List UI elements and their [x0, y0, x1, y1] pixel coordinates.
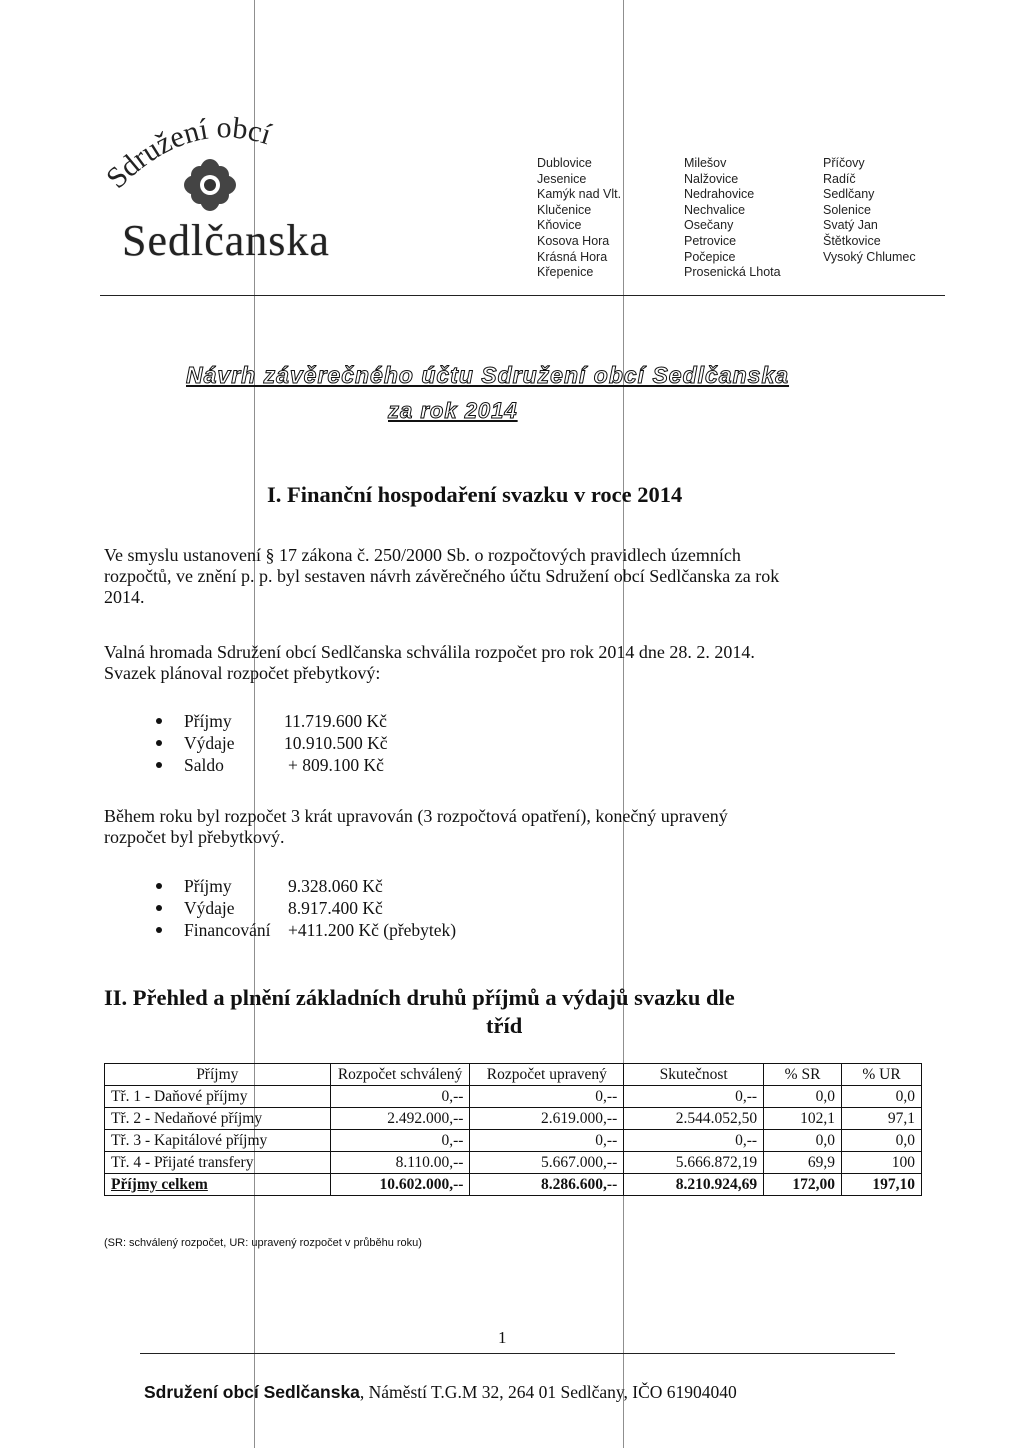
list-item — [156, 754, 486, 776]
table-total-row — [105, 1174, 922, 1196]
row-label: Příjmy celkem — [105, 1174, 331, 1196]
bullet-icon — [156, 905, 162, 911]
list-item — [156, 732, 486, 754]
member-municipality: Křepenice — [537, 265, 594, 280]
table-row — [105, 1152, 922, 1174]
table-cell: 97,1 — [842, 1108, 922, 1130]
table-cell: 0,-- — [330, 1086, 470, 1108]
table-row — [105, 1108, 922, 1130]
table-footnote: (SR: schválený rozpočet, UR: upravený rozpočet v průběhu roku) — [104, 1237, 422, 1249]
member-municipality: Petrovice — [684, 233, 737, 248]
adjusted-budget-list — [156, 875, 556, 941]
member-municipality: Osečany — [684, 218, 734, 233]
bullet-icon — [156, 927, 162, 933]
member-municipality: Sedlčany — [823, 187, 875, 202]
members-column-2 — [684, 156, 781, 281]
budget-value: 9.328.060 Kč — [288, 876, 383, 896]
column-header: % UR — [842, 1064, 922, 1086]
paragraph-line: Ve smyslu ustanovení § 17 zákona č. 250/2000 Sb. o rozpočtových pravidlech územních — [104, 545, 741, 565]
document-title-year: za rok 2014 — [388, 398, 518, 423]
table-cell: 172,00 — [764, 1174, 842, 1196]
table-cell: 0,-- — [624, 1130, 764, 1152]
member-municipality: Solenice — [823, 202, 871, 217]
income-table — [104, 1063, 922, 1196]
member-municipality: Jesenice — [537, 171, 587, 186]
column-header: % SR — [764, 1064, 842, 1086]
paragraph-line: rozpočet byl přebytkový. — [104, 827, 285, 847]
page-number: 1 — [498, 1328, 507, 1347]
table-cell: 100 — [842, 1152, 922, 1174]
budget-value: + 809.100 Kč — [288, 755, 384, 775]
table-cell: 0,0 — [764, 1086, 842, 1108]
member-municipality: Klučenice — [537, 202, 592, 217]
approval-paragraph — [104, 642, 924, 684]
list-item — [156, 897, 556, 919]
bullet-icon — [156, 762, 162, 768]
member-municipality: Vysoký Chlumec — [823, 249, 916, 264]
table-cell: 197,10 — [842, 1174, 922, 1196]
table-cell: 8.286.600,-- — [470, 1174, 624, 1196]
table-cell: 0,-- — [470, 1130, 624, 1152]
paragraph-line: rozpočtů, ve znění p. p. byl sestaven návrh závěrečného účtu Sdružení obcí Sedlčanska za rok — [104, 566, 780, 586]
table-cell: 0,-- — [624, 1086, 764, 1108]
budget-label: Příjmy — [184, 711, 232, 731]
table-cell: 69,9 — [764, 1152, 842, 1174]
logo-emblem — [100, 95, 340, 225]
footer-divider — [140, 1353, 895, 1354]
budget-label: Výdaje — [184, 898, 235, 918]
document-title: Návrh závěrečného účtu Sdružení obcí Sedlčanska — [186, 362, 790, 388]
member-municipality: Kamýk nad Vlt. — [537, 187, 622, 202]
column-header: Rozpočet schválený — [330, 1064, 470, 1086]
member-municipality: Příčovy — [823, 156, 865, 170]
footer-organization: Sdružení obcí Sedlčanska — [144, 1382, 360, 1402]
planned-budget-list — [156, 710, 486, 776]
column-header: Skutečnost — [624, 1064, 764, 1086]
section-2-heading-cont: tříd — [486, 1013, 523, 1038]
table-cell: 8.210.924,69 — [624, 1174, 764, 1196]
list-item — [156, 710, 486, 732]
row-label: Tř. 1 - Daňové příjmy — [105, 1086, 331, 1108]
budget-label: Výdaje — [184, 733, 235, 753]
member-municipality: Radíč — [823, 171, 856, 186]
budget-value: 8.917.400 Kč — [288, 898, 383, 918]
member-municipality: Kňovice — [537, 218, 582, 233]
member-municipality: Štětkovice — [823, 233, 881, 248]
section-2-heading: II. Přehled a plnění základních druhů příjmů a výdajů svazku dle — [104, 985, 735, 1010]
budget-value: +411.200 Kč (přebytek) — [288, 920, 457, 940]
paragraph-line: Svazek plánoval rozpočet přebytkový: — [104, 663, 381, 683]
member-municipality: Počepice — [684, 249, 736, 264]
logo-bottom-text: Sedlčanska — [122, 216, 330, 265]
budget-change-paragraph — [104, 806, 924, 848]
budget-label: Příjmy — [184, 876, 232, 896]
column-header: Příjmy — [105, 1064, 331, 1086]
members-column-3 — [823, 156, 916, 265]
budget-value: 10.910.500 Kč — [284, 733, 388, 753]
table-cell: 5.666.872,19 — [624, 1152, 764, 1174]
budget-label: Financování — [184, 920, 271, 940]
table-cell: 2.492.000,-- — [330, 1108, 470, 1130]
member-municipality: Nechvalice — [684, 202, 746, 217]
table-cell: 0,-- — [330, 1130, 470, 1152]
bullet-icon — [156, 883, 162, 889]
member-municipality: Milešov — [684, 156, 727, 170]
paragraph-line: 2014. — [104, 587, 145, 607]
bullet-icon — [156, 740, 162, 746]
rose-icon — [184, 159, 236, 211]
header-divider — [100, 295, 945, 296]
column-header: Rozpočet upravený — [470, 1064, 624, 1086]
list-item — [156, 919, 556, 941]
table-cell: 0,0 — [842, 1086, 922, 1108]
members-column-1 — [537, 156, 621, 281]
table-cell: 2.544.052,50 — [624, 1108, 764, 1130]
budget-label: Saldo — [184, 755, 224, 775]
logo-arc-text: Sdružení obcí — [100, 111, 276, 195]
member-municipality: Nalžovice — [684, 171, 739, 186]
scan-streak — [623, 0, 624, 1448]
row-label: Tř. 2 - Nedaňové příjmy — [105, 1108, 331, 1130]
member-municipality: Prosenická Lhota — [684, 265, 781, 280]
section-1-heading: I. Finanční hospodaření svazku v roce 2014 — [267, 482, 683, 507]
table-cell: 102,1 — [764, 1108, 842, 1130]
table-cell: 8.110.00,-- — [330, 1152, 470, 1174]
footer-details: , Náměstí T.G.M 32, 264 01 Sedlčany, IČO 61904040 — [359, 1382, 737, 1402]
table-cell: 5.667.000,-- — [470, 1152, 624, 1174]
table-cell: 10.602.000,-- — [330, 1174, 470, 1196]
footer-address — [144, 1382, 737, 1403]
member-municipality: Krásná Hora — [537, 249, 608, 264]
member-municipality: Dublovice — [537, 156, 592, 170]
table-header-row — [105, 1064, 922, 1086]
table-cell: 0,-- — [470, 1086, 624, 1108]
list-item — [156, 875, 556, 897]
table-row — [105, 1130, 922, 1152]
budget-value: 11.719.600 Kč — [284, 711, 387, 731]
table-cell: 2.619.000,-- — [470, 1108, 624, 1130]
member-municipality: Nedrahovice — [684, 187, 755, 202]
table-row — [105, 1086, 922, 1108]
paragraph-line: Během roku byl rozpočet 3 krát upravován (3 rozpočtová opatření), konečný upravený — [104, 806, 728, 826]
paragraph-line: Valná hromada Sdružení obcí Sedlčanska schválila rozpočet pro rok 2014 dne 28. 2. 2014. — [104, 642, 755, 662]
legal-basis-paragraph — [104, 545, 924, 608]
table-cell: 0,0 — [842, 1130, 922, 1152]
row-label: Tř. 3 - Kapitálové příjmy — [105, 1130, 331, 1152]
bullet-icon — [156, 718, 162, 724]
member-municipality: Svatý Jan — [823, 218, 878, 233]
member-municipality: Kosova Hora — [537, 233, 610, 248]
table-cell: 0,0 — [764, 1130, 842, 1152]
row-label: Tř. 4 - Přijaté transfery — [105, 1152, 331, 1174]
